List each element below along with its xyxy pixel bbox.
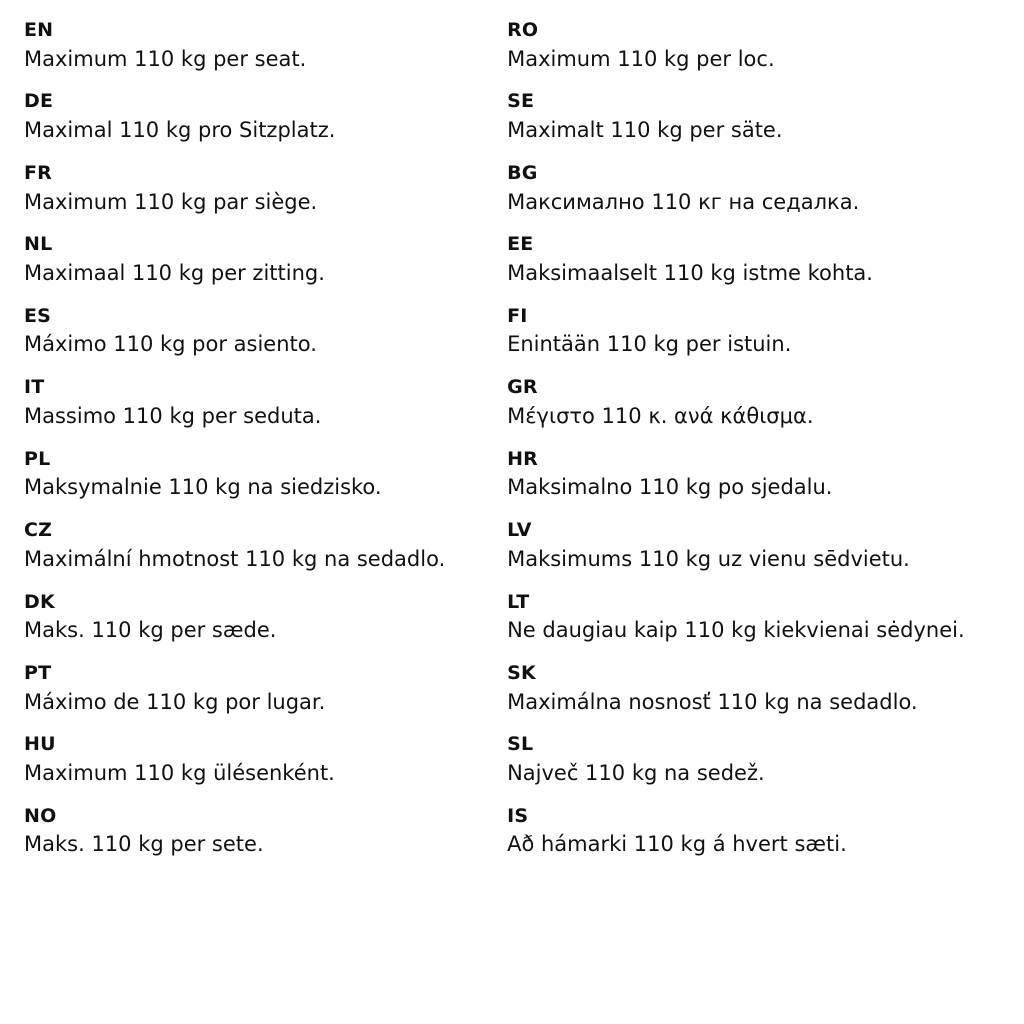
language-code: FR: [24, 161, 53, 184]
language-entry: [24, 232, 507, 287]
language-text: Maks. 110 kg per sæde.: [24, 618, 277, 643]
language-entry: [507, 518, 1000, 573]
language-entry: [24, 518, 507, 573]
right-column: [507, 18, 1000, 859]
language-code: SK: [507, 661, 536, 684]
language-text: Največ 110 kg na sedež.: [507, 761, 765, 786]
language-code: DE: [24, 90, 54, 113]
language-code: EN: [24, 19, 54, 41]
language-entry: [24, 375, 507, 430]
language-entry: [24, 661, 507, 716]
language-entry: [507, 89, 1000, 144]
language-code: EE: [507, 233, 534, 256]
language-text: Maximum 110 kg ülésenként.: [24, 761, 335, 786]
language-code: LT: [507, 590, 530, 613]
language-text: Maximalt 110 kg per säte.: [507, 118, 783, 143]
language-entry: [507, 375, 1000, 430]
language-code: HU: [24, 733, 56, 756]
language-code: PT: [24, 661, 52, 684]
language-text: Ne daugiau kaip 110 kg kiekvienai sėdynei.: [507, 618, 965, 643]
language-code: BG: [507, 161, 538, 184]
language-text: Að hámarki 110 kg á hvert sæti.: [507, 832, 847, 857]
language-entry: [24, 732, 507, 787]
language-text: Maximální hmotnost 110 kg na sedadlo.: [24, 546, 446, 571]
language-code: ES: [24, 304, 52, 327]
language-text: Maksimalno 110 kg po sjedalu.: [507, 475, 833, 500]
language-code: GR: [507, 376, 538, 399]
language-code: IS: [507, 804, 529, 827]
language-entry: [507, 161, 1000, 216]
language-text: Μέγιστο 110 κ. ανά κάθισμα.: [507, 403, 814, 428]
language-code: IT: [24, 376, 45, 399]
language-text: Maksimums 110 kg uz vienu sēdvietu.: [507, 546, 910, 571]
language-code: LV: [507, 519, 532, 542]
language-code: RO: [507, 19, 539, 41]
language-entry: [507, 804, 1000, 859]
language-code: CZ: [24, 519, 53, 542]
language-code: DK: [24, 590, 55, 613]
language-code: HR: [507, 447, 539, 470]
language-entry: [24, 18, 507, 73]
language-text: Максимално 110 кг на седалка.: [507, 189, 860, 214]
language-entry: [507, 590, 1000, 645]
language-entry: [24, 161, 507, 216]
language-text: Máximo 110 kg por asiento.: [24, 332, 317, 357]
language-code: SE: [507, 90, 535, 113]
language-entry: [24, 447, 507, 502]
language-text: Maks. 110 kg per sete.: [24, 832, 264, 857]
language-entry: [507, 304, 1000, 359]
language-entry: [24, 304, 507, 359]
language-text: Maximaal 110 kg per zitting.: [24, 260, 325, 285]
language-entry: [507, 732, 1000, 787]
language-text: Máximo de 110 kg por lugar.: [24, 689, 326, 714]
left-column: [24, 18, 507, 859]
language-text: Maksimaalselt 110 kg istme kohta.: [507, 260, 873, 285]
language-entry: [24, 804, 507, 859]
language-entry: [507, 232, 1000, 287]
language-code: NL: [24, 233, 53, 256]
language-text: Enintään 110 kg per istuin.: [507, 332, 792, 357]
language-code: SL: [507, 733, 534, 756]
language-entry: [24, 590, 507, 645]
language-entry: [507, 661, 1000, 716]
language-text: Maximálna nosnosť 110 kg na sedadlo.: [507, 689, 918, 714]
language-text: Massimo 110 kg per seduta.: [24, 403, 322, 428]
language-entry: [24, 89, 507, 144]
language-text: Maksymalnie 110 kg na siedzisko.: [24, 475, 382, 500]
language-code: PL: [24, 447, 51, 470]
language-code: NO: [24, 804, 57, 827]
language-entry: [507, 18, 1000, 73]
language-text: Maximum 110 kg per seat.: [24, 46, 307, 71]
language-code: FI: [507, 304, 528, 327]
language-text: Maximum 110 kg par siège.: [24, 189, 318, 214]
language-entry: [507, 447, 1000, 502]
language-text: Maximal 110 kg pro Sitzplatz.: [24, 118, 336, 143]
language-text: Maximum 110 kg per loc.: [507, 46, 775, 71]
